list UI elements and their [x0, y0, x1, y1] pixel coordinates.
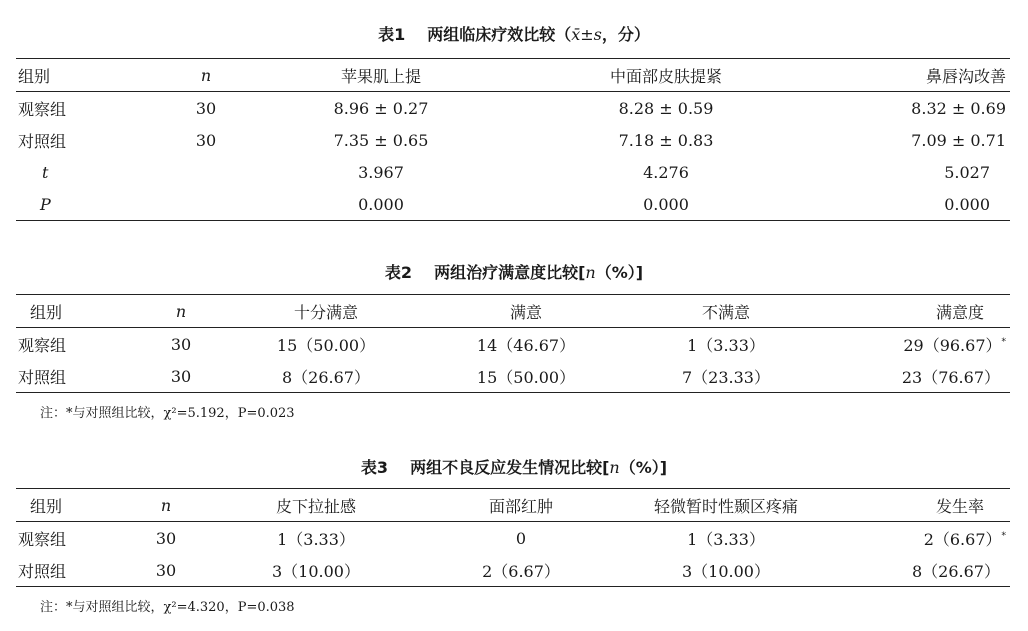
- table3-caption-n: n: [609, 458, 620, 477]
- table3-header-col4: 发生率: [836, 489, 1010, 522]
- table3-header-group: 组别: [16, 489, 126, 522]
- table1-cell: 7.18 ± 0.83: [618, 130, 714, 150]
- table3-header-n: n: [126, 489, 206, 522]
- table1-caption-tail: ，分）: [601, 25, 650, 44]
- table3-cell: 3（10.00）: [272, 561, 360, 581]
- table1-cell: 0.000: [643, 194, 689, 214]
- table1-cell: 0.000: [944, 194, 990, 214]
- table2-header-col4: 满意度: [826, 295, 1010, 328]
- table1-header-group: 组别: [16, 59, 166, 92]
- table1-caption-text: 两组临床疗效比较（: [427, 25, 572, 44]
- table2-note: 注：*与对照组比较，χ²=5.192，P=0.023: [40, 406, 295, 421]
- table1-cell: 3.967: [358, 162, 404, 182]
- table-row: [16, 328, 1010, 361]
- table1-cell: 0.000: [358, 194, 404, 214]
- table3-cell: 观察组: [18, 529, 67, 549]
- table1-cell: 4.276: [643, 162, 689, 182]
- table2-title: [0, 260, 1028, 283]
- table-row: [16, 188, 1010, 221]
- table2-cell: 15（50.00）: [276, 335, 376, 355]
- table2-cell: 7（23.33）: [682, 367, 770, 387]
- table3-caption-tail: （%）]: [619, 458, 668, 477]
- significance-star: *: [1001, 337, 1006, 348]
- table2-header-col2: 满意: [426, 295, 626, 328]
- table-row: [16, 522, 1010, 555]
- table1-cell: 30: [195, 98, 217, 118]
- table2-cell: 14（46.67）: [476, 335, 576, 355]
- table2-caption-tail: （%）]: [595, 263, 644, 282]
- table3-header-col2: 面部红肿: [426, 489, 616, 522]
- table1-cell: 7.35 ± 0.65: [333, 130, 429, 150]
- table2-header-col3: 不满意: [626, 295, 826, 328]
- table3-header-col3: 轻微暂时性颞区疼痛: [616, 489, 836, 522]
- table1-stat-t: t: [42, 162, 49, 182]
- table3-title: [0, 455, 1028, 478]
- table1-cell: [166, 188, 246, 221]
- table2-cell: 23（76.67）: [901, 367, 1000, 387]
- table1-header-n: n: [166, 59, 246, 92]
- table3-cell: 8（26.67）: [912, 561, 1000, 581]
- table3-cell: 2（6.67）: [482, 561, 560, 581]
- table3-caption-label: 表3: [360, 458, 389, 477]
- table2-header-col1: 十分满意: [226, 295, 426, 328]
- table1-header-col1: 苹果肌上提: [246, 59, 516, 92]
- table1-cell: 8.28 ± 0.59: [618, 98, 714, 118]
- table2-cell: 1（3.33）: [687, 335, 765, 355]
- table2: [16, 294, 1010, 393]
- table3-note: 注：*与对照组比较，χ²=4.320，P=0.038: [40, 600, 295, 615]
- table2-header-group: 组别: [16, 295, 136, 328]
- table1-cell: 7.09 ± 0.71: [911, 130, 1006, 150]
- table1-stat-p: P: [40, 194, 51, 214]
- table1-cell: 观察组: [18, 99, 67, 119]
- table2-cell: 观察组: [18, 335, 67, 355]
- table2-cell: 15（50.00）: [476, 367, 576, 387]
- table1-cell: [166, 156, 246, 188]
- table2-header-row: [16, 295, 1010, 328]
- table-row: [16, 124, 1010, 156]
- table3-caption-text: 两组不良反应发生情况比较[: [410, 458, 610, 477]
- table2-caption-label: 表2: [384, 263, 413, 282]
- table3-cell: 1（3.33）: [277, 529, 355, 549]
- table2-caption-n: n: [585, 263, 596, 282]
- table-row: [16, 92, 1010, 125]
- table-row: [16, 554, 1010, 587]
- table3-cell: 30: [155, 528, 177, 548]
- table2-cell: 8（26.67）: [282, 367, 370, 387]
- table3-cell: 0: [515, 528, 527, 548]
- table3: [16, 488, 1010, 587]
- table3-cell: 对照组: [18, 561, 67, 581]
- table2-caption-text: 两组治疗满意度比较[: [434, 263, 586, 282]
- table1-cell: 对照组: [18, 131, 67, 151]
- significance-star: *: [1001, 531, 1006, 542]
- table2-cell: 29（96.67）: [903, 335, 1002, 355]
- table1-cell: 5.027: [944, 162, 990, 182]
- table2-cell: 30: [170, 334, 192, 354]
- table3-cell: 30: [155, 560, 177, 580]
- table3-cell: 2（6.67）: [923, 529, 1002, 549]
- table1-caption-xs: x̄±s: [571, 25, 602, 44]
- table2-cell: 对照组: [18, 367, 67, 387]
- table1-cell: 8.32 ± 0.69: [911, 98, 1006, 118]
- table-row: [16, 156, 1010, 188]
- table1-caption-label: 表1: [378, 25, 406, 44]
- table1-header-col2: 中面部皮肤提紧: [516, 59, 816, 92]
- table1-header-col3: 鼻唇沟改善: [816, 59, 1010, 92]
- table2-cell: 30: [170, 366, 192, 386]
- table1-title: [0, 22, 1028, 45]
- table3-header-row: [16, 489, 1010, 522]
- table-row: [16, 360, 1010, 393]
- table1-cell: 30: [195, 130, 217, 150]
- table3-cell: 3（10.00）: [682, 561, 770, 581]
- table1-cell: 8.96 ± 0.27: [333, 98, 429, 118]
- table2-header-n: n: [136, 295, 226, 328]
- table3-cell: 1（3.33）: [687, 529, 765, 549]
- table3-header-col1: 皮下拉扯感: [206, 489, 426, 522]
- table1: [16, 58, 1010, 221]
- table1-header-row: [16, 59, 1010, 92]
